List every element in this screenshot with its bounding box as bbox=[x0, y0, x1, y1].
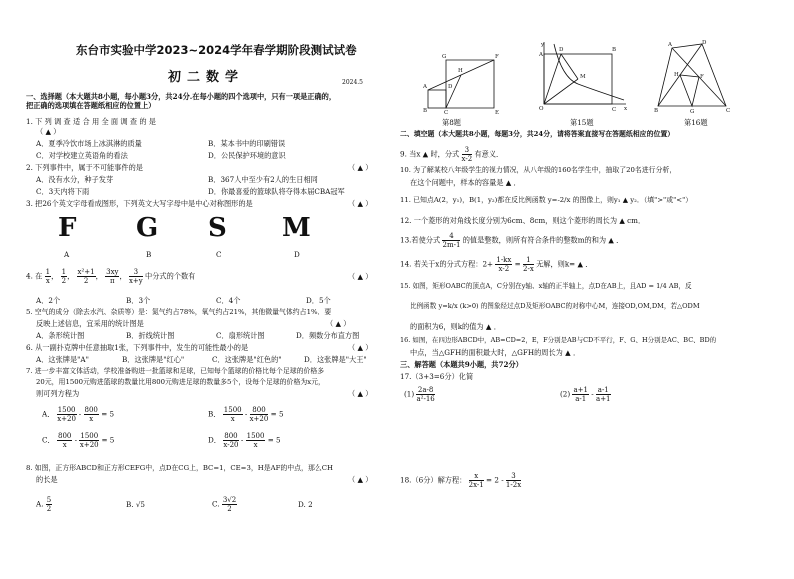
q15: 15. 如图，矩形OABC的顶点A，C分别在y轴、x轴的正半轴上，点D在AB上，且AD = 1/4 AB，反 bbox=[400, 282, 692, 290]
q5-option-d: D．频数分布直方图 bbox=[296, 331, 360, 340]
q6-option-d: D．这张牌是"大王" bbox=[304, 355, 367, 364]
svg-text:D: D bbox=[559, 47, 564, 53]
svg-text:B: B bbox=[423, 108, 428, 114]
q4-frac-4: $\frac{3xy}{\pi}$ bbox=[106, 268, 119, 285]
letter-opt-c: C bbox=[216, 250, 222, 259]
svg-text:F: F bbox=[700, 74, 704, 80]
svg-text:A: A bbox=[423, 84, 427, 90]
q4-option-a: A．2个 bbox=[36, 296, 61, 305]
q2-option-d: D．你最喜爱的篮球队将夺得本届CBA冠军 bbox=[208, 187, 345, 196]
q2-option-c: C．3天内将下雨 bbox=[36, 187, 90, 196]
q8-paren: （ ▲ ） bbox=[348, 475, 373, 484]
q17: 17.（3+3=6分）化简 bbox=[400, 372, 474, 381]
q15-2: 比例函数 y=k/x (k>0) 的图象经过点D及矩形OABC的对称中心M，连接OD,OM,DM，若△ODM bbox=[410, 302, 700, 310]
q4-line: 4. 在 $\frac{1}{x}$ ， $\frac{1}{2}$ ， $\frac{\text{x²+1}}{2}$ ， $\frac{3xy}{\pi}$ ， $\frac{3}{x+y}$ 中分式的个数有 bbox=[26, 268, 196, 285]
exam-date: 2024.5 bbox=[342, 79, 363, 86]
letter-opt-a: A bbox=[64, 250, 70, 259]
q1-option-d: D．公民保护环境的意识 bbox=[208, 151, 286, 160]
svg-text:C: C bbox=[444, 110, 449, 114]
q4-pre: 4. 在 bbox=[26, 271, 43, 281]
q1-stem: 1. 下 列 调 查 适 合 用 全 面 调 查 的 是 bbox=[26, 117, 156, 126]
q6-stem: 6. 从一副扑克牌中任意抽取1张，下列事件中，发生的可能性最小的是 bbox=[26, 343, 249, 352]
right-column bbox=[400, 0, 780, 579]
q13: 13.若使分式 $\frac{4}{2m-1}$ 的值是整数，则所有符合条件的整数m的和为 ▲ ． bbox=[400, 232, 624, 249]
svg-text:M: M bbox=[580, 74, 586, 80]
q7-stem-3: 则可列方程为 bbox=[36, 389, 80, 398]
figure-15-caption: 第15题 bbox=[570, 118, 594, 127]
square-abcd bbox=[428, 90, 446, 108]
q5-option-a: A．条形统计图 bbox=[36, 331, 85, 340]
q7-stem: 7. 进一步丰富文体活动，学校准备购进一批篮球和足球，已知每个篮球的价格比每个足球的价格多 bbox=[26, 367, 325, 375]
svg-text:G: G bbox=[690, 109, 695, 114]
square-cefg bbox=[446, 60, 494, 108]
figure-8-caption: 第8题 bbox=[442, 118, 461, 127]
q8-option-d: D. 2 bbox=[298, 500, 313, 509]
q6-paren: （ ▲ ） bbox=[348, 343, 373, 352]
letter-m: M bbox=[282, 213, 311, 243]
q4-paren: （ ▲ ） bbox=[348, 272, 373, 281]
q17-part2: (2) $\frac{a+1}{a-1}$ - $\frac{a-1}{a+1}$ bbox=[560, 386, 611, 403]
q6-option-a: A．这张牌是"A" bbox=[36, 355, 89, 364]
svg-text:B: B bbox=[654, 108, 659, 114]
svg-text:C: C bbox=[612, 107, 617, 113]
figure-16 bbox=[652, 40, 732, 114]
svg-text:F: F bbox=[495, 54, 499, 60]
q2-option-b: B．367人中至少有2人的生日相同 bbox=[208, 175, 318, 184]
q7-option-d: D． $\frac{800}{x-20}$ - $\frac{1500}{x}$ = 5 bbox=[208, 432, 281, 449]
svg-text:D: D bbox=[702, 40, 707, 46]
q5-option-c: C．扇形统计图 bbox=[216, 331, 265, 340]
q16: 16. 如图，在四边形ABCD中，AB=CD=2，E，F分别是AB与CD不平行，F、G、H分别是AC、BC、BD的 bbox=[400, 336, 717, 344]
left-column bbox=[26, 0, 388, 579]
q4-option-b: B．3个 bbox=[126, 296, 151, 305]
q5-paren: （ ▲ ） bbox=[326, 319, 351, 328]
q17-part1: (1) $\frac{2a-8}{\text{a²-16}}$ bbox=[404, 386, 435, 403]
q4-frac-1: $\frac{1}{x}$ bbox=[45, 268, 51, 285]
section3-heading: 三、解答题（本题共9小题，共72分） bbox=[400, 360, 523, 369]
figure-15 bbox=[538, 38, 630, 114]
q1-option-b: B．某本书中的印刷错误 bbox=[208, 139, 286, 148]
svg-text:C: C bbox=[726, 108, 731, 114]
svg-text:G: G bbox=[442, 54, 447, 60]
exam-subject: 初二数学 bbox=[168, 70, 245, 85]
letter-s: S bbox=[208, 213, 227, 243]
q6-option-b: B．这张牌是"红心" bbox=[122, 355, 185, 364]
section1-heading: 一、选择题（本大题共8小题，每小题3分，共24分.在每小题的四个选项中，只有一项是正确的， bbox=[26, 92, 337, 101]
svg-text:H: H bbox=[458, 68, 463, 74]
letter-opt-b: B bbox=[146, 250, 152, 259]
svg-text:A: A bbox=[539, 52, 543, 58]
q7-option-a: A． $\frac{1500}{x+20}$ - $\frac{800}{x}$ = 5 bbox=[42, 406, 115, 423]
figure-8 bbox=[422, 42, 502, 114]
section1-heading-2: 把正确的选项填在答题纸相应的位置上） bbox=[26, 101, 156, 110]
q3-stem: 3. 把26个英文字母看成图形，下列英文大写字母中是中心对称图形的是 bbox=[26, 199, 253, 208]
section2-heading: 二、填空题（本大题共8小题，每题3分，共24分，请将答案直接写在答题纸相应的位置） bbox=[400, 130, 675, 138]
q4-option-d: D．5个 bbox=[306, 296, 331, 305]
q8-option-b: B. √5 bbox=[126, 500, 146, 509]
svg-text:y: y bbox=[541, 42, 545, 48]
q7-stem-2: 20元，用1500元购进篮球的数量比用800元购进足球的数量多5个，设每个足球的价格为x元， bbox=[36, 378, 325, 386]
q2-paren: （ ▲ ） bbox=[348, 163, 373, 172]
svg-text:A: A bbox=[668, 42, 672, 48]
svg-text:x: x bbox=[624, 106, 628, 112]
q8-option-c: C. $\frac{3√2}{2}$ bbox=[212, 496, 237, 513]
letter-f: F bbox=[58, 213, 77, 243]
q7-option-b: B． $\frac{1500}{x}$ - $\frac{800}{x+20}$ = 5 bbox=[208, 406, 284, 423]
letter-g: G bbox=[136, 213, 159, 243]
q2-stem: 2. 下列事件中，属于不可能事件的是 bbox=[26, 163, 143, 172]
q16-2: 中点，当△GFH的面积最大时，△GFH的周长为 ▲ ． bbox=[410, 348, 581, 357]
q4-frac-5: $\frac{3}{x+y}$ bbox=[128, 268, 143, 285]
q4-option-c: C．4个 bbox=[216, 296, 241, 305]
svg-text:O: O bbox=[539, 106, 544, 112]
q10: 10. 为了解某校八年级学生的视力情况，从八年级的160名学生中，抽取了20名进行分析， bbox=[400, 166, 677, 174]
exam-title: 东台市实验中学2023~2024学年春学期阶段测试试卷 bbox=[76, 43, 357, 57]
q7-option-c: C． $\frac{800}{x}$ - $\frac{1500}{x+20}$ = 5 bbox=[42, 432, 115, 449]
svg-text:E: E bbox=[495, 110, 500, 114]
q1-option-c: C．对学校建立英语角的看法 bbox=[36, 151, 128, 160]
q18: 18.（6分）解方程： $\frac{x}{2x-1}$ = 2 - $\frac{3}{1-2x}$ bbox=[400, 472, 522, 489]
q5-stem: 5. 空气的成分（除去水汽、杂质等）是：氮气约占78%，氧气约占21%，其他微量气体约占1%．要 bbox=[26, 308, 332, 316]
q9: 9. 当x ▲ 时，分式 $\frac{3}{x-2}$ 有意义． bbox=[400, 146, 504, 163]
q14: 14. 若关于x的分式方程：2+ $\frac{1-kx}{x-2}$ = $\frac{1}{2-x}$ 无解，则k= ▲ ． bbox=[400, 256, 593, 273]
q1-paren: （ ▲ ） bbox=[36, 127, 61, 136]
q4-frac-3: $\frac{\text{x²+1}}{2}$ bbox=[77, 268, 95, 285]
q8-stem: 8. 如图，正方形ABCD和正方形CEFG中，点D在CG上，BC=1，CE=3，H是AF的中点，那么CH bbox=[26, 464, 334, 472]
q4-post: 中分式的个数有 bbox=[145, 271, 196, 281]
q2-option-a: A．没有水分，种子发芽 bbox=[36, 175, 114, 184]
letter-opt-d: D bbox=[294, 250, 300, 259]
q15-3: 的面积为6，则k的值为 ▲ ． bbox=[410, 322, 501, 331]
q4-frac-2: $\frac{1}{2}$ bbox=[61, 268, 67, 285]
q5-stem-2: 反映上述信息，宜采用的统计图是 bbox=[36, 319, 144, 328]
q7-paren: （ ▲ ） bbox=[348, 389, 373, 398]
q10-2: 在这个问题中，样本的容量是 ▲ ． bbox=[410, 178, 521, 187]
q5-option-b: B．折线统计图 bbox=[126, 331, 175, 340]
q12: 12. 一个菱形的对角线长度分别为6cm、8cm，则这个菱形的周长为 ▲ cm． bbox=[400, 216, 646, 225]
figure-16-caption: 第16题 bbox=[684, 118, 708, 127]
svg-text:D: D bbox=[448, 84, 453, 90]
q8-option-a: A. $\frac{5}{2}$ bbox=[36, 496, 52, 513]
svg-text:B: B bbox=[612, 47, 617, 53]
q6-option-c: C．这张牌是"红色的" bbox=[212, 355, 282, 364]
q3-paren: （ ▲ ） bbox=[348, 199, 373, 208]
q1-option-a: A．夏季冷饮市场上冰淇淋的质量 bbox=[36, 139, 142, 148]
svg-text:H: H bbox=[674, 72, 679, 78]
q11: 11. 已知点A(2，y₁)，B(1，y₂)都在反比例函数 y=-2/x 的图像上，则y₁ ▲ y₂．（填">"或"<"） bbox=[400, 196, 693, 204]
q8-stem-2: 的长是 bbox=[36, 475, 58, 484]
